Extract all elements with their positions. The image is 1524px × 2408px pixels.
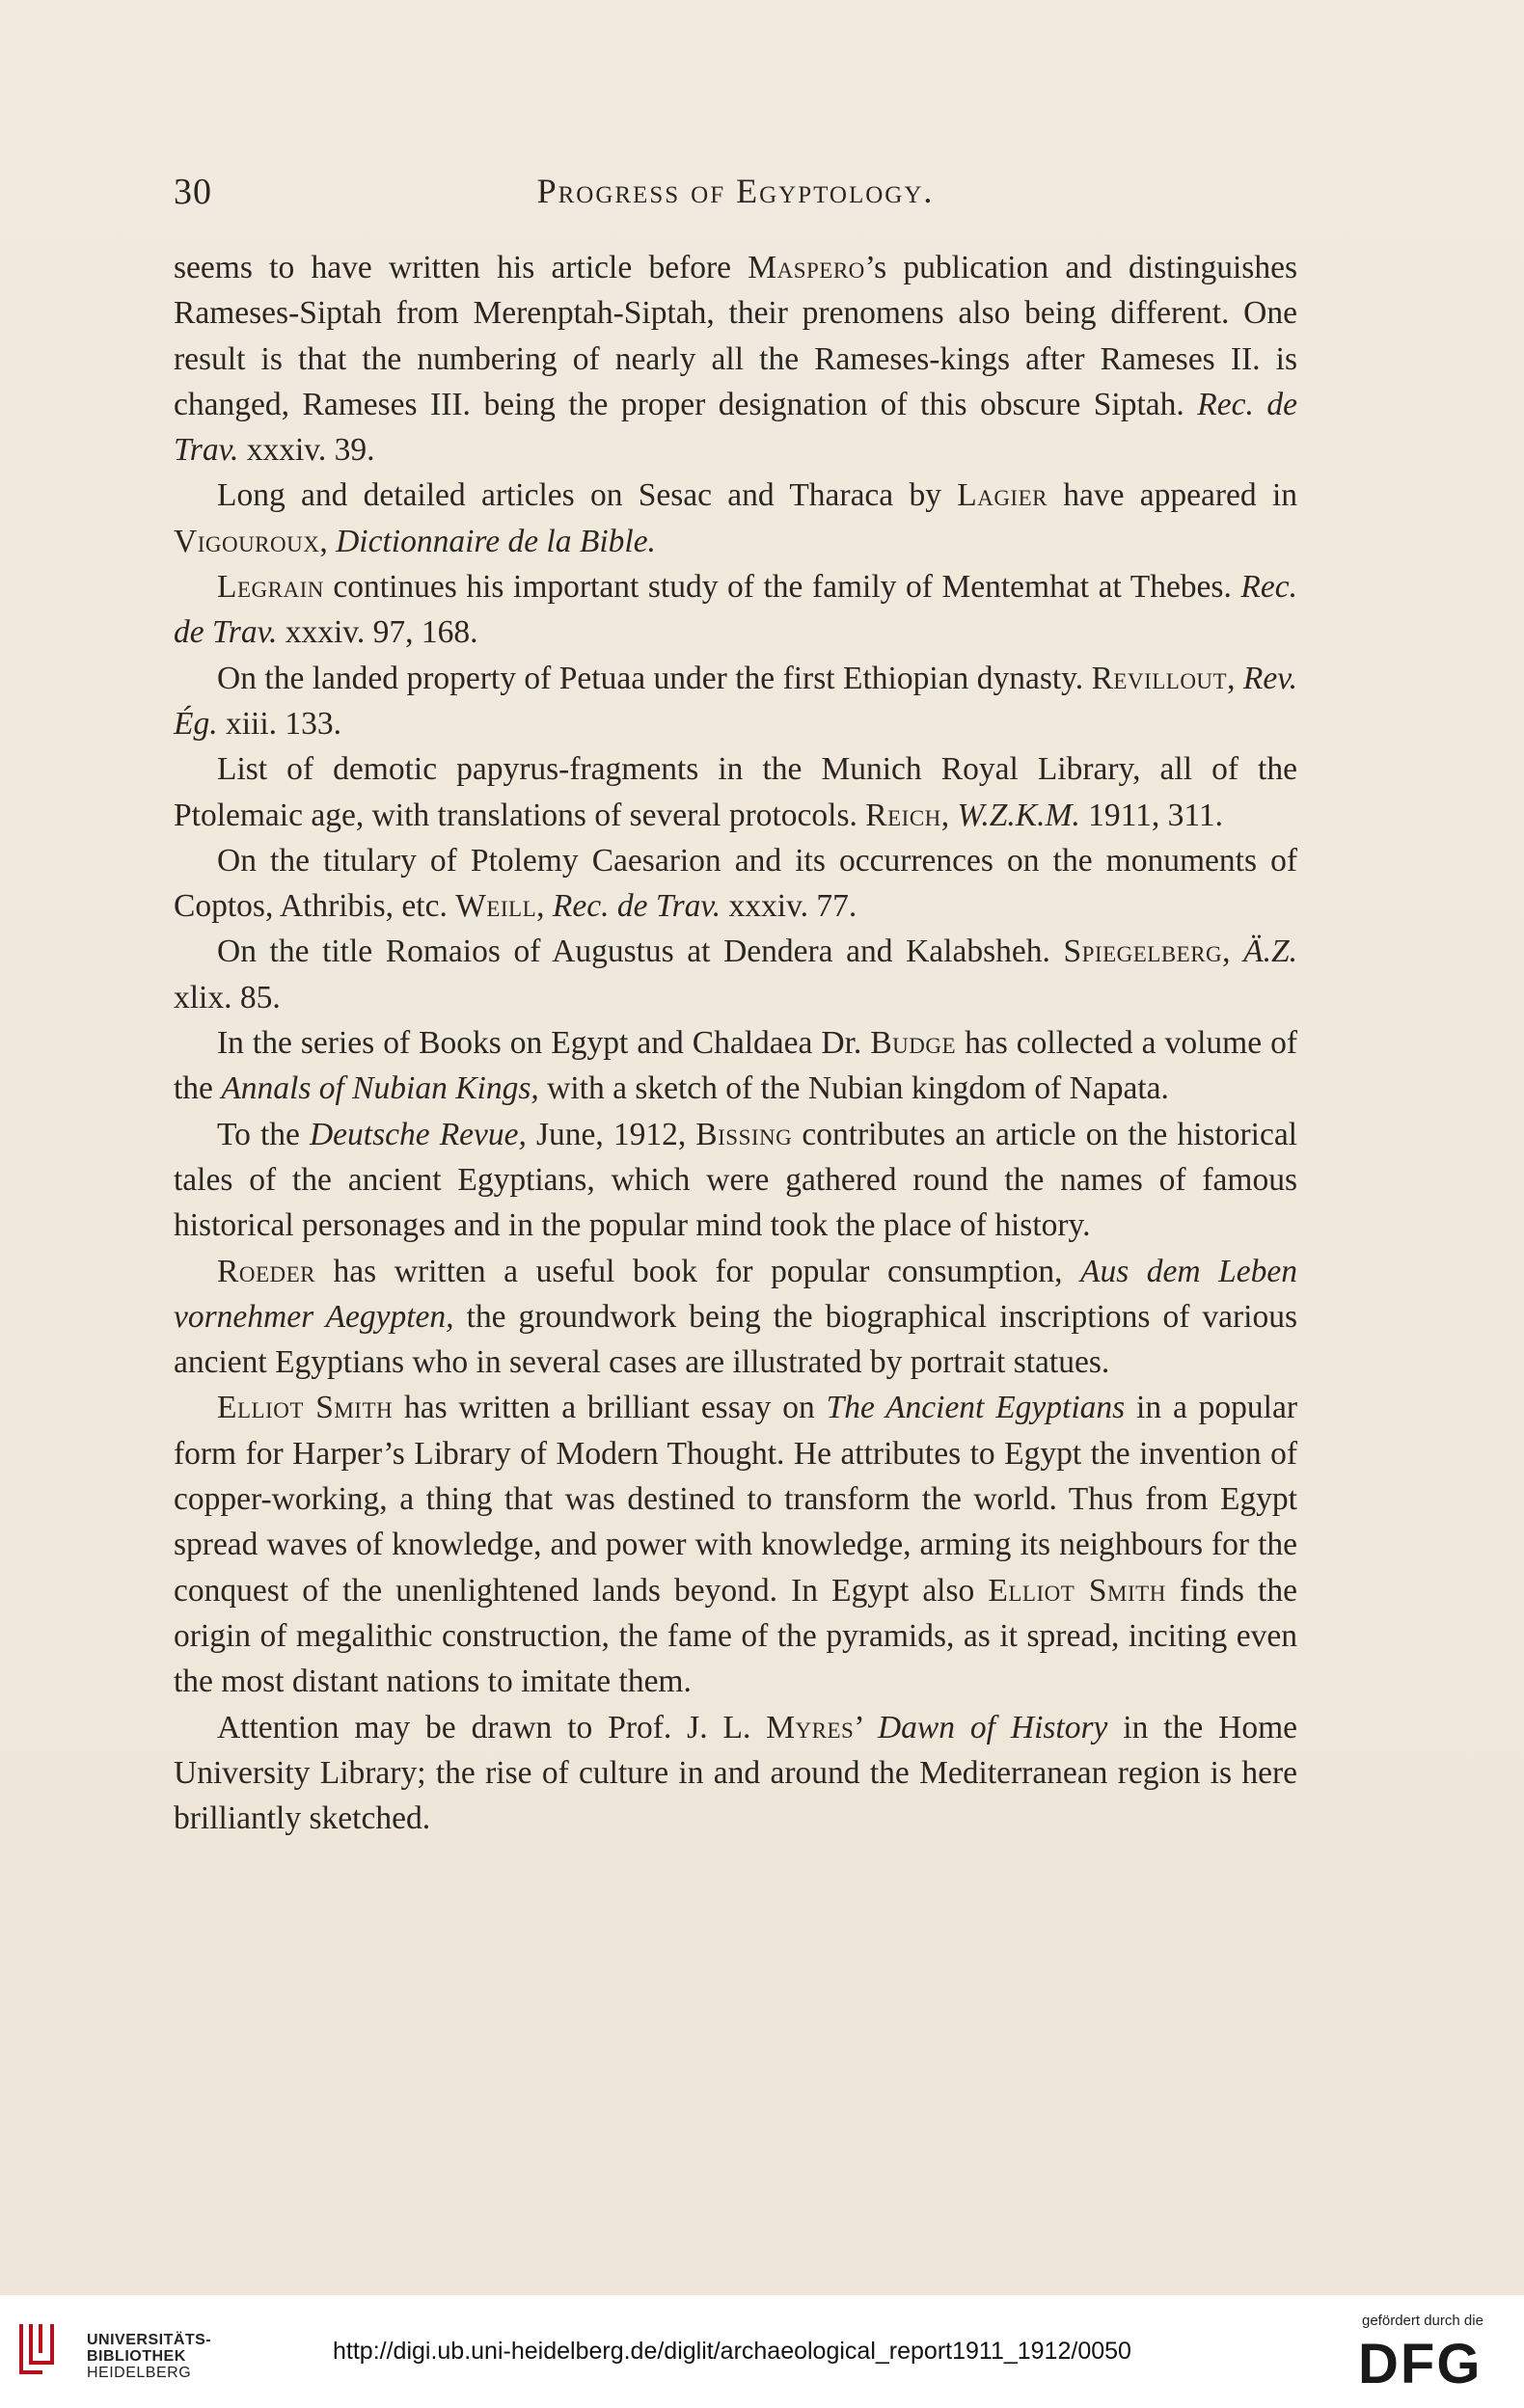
paragraph-8 <box>174 1020 1297 1112</box>
citation-title: The Ancient Egyptians <box>826 1390 1126 1426</box>
citation-title: W.Z.K.M. <box>957 797 1080 833</box>
text-run: seems to have written his article before <box>174 250 748 285</box>
text-run: , <box>536 888 553 925</box>
paragraph-7 <box>174 929 1297 1020</box>
text-run: in a popular form for Harper’s Library of Modern Thought. He attributes to Egypt the invention of copper-working, a thing that was destined to transform the world. Thus from Egypt spread waves of knowledge, and power with knowledge, arming its neighbours for the conquest of the unenlightened lands beyond. In Egypt also <box>174 1390 1297 1609</box>
library-line: BIBLIOTHEK <box>87 2348 186 2365</box>
paragraph-6 <box>174 838 1297 930</box>
paragraph-3 <box>174 564 1297 656</box>
text-run: has collected a volume of the <box>174 1025 1297 1107</box>
text-run: has written a brilliant essay on <box>393 1390 827 1426</box>
citation-title: Annals of Nubian Kings, <box>221 1070 539 1107</box>
citation-title: Rec. de Trav. <box>552 888 721 925</box>
text-run: xxxiv. 77. <box>721 888 857 925</box>
citation-title: Rec. de Trav. <box>174 569 1297 651</box>
author-name: Revillout <box>1091 660 1228 696</box>
text-run: have appeared in <box>1047 477 1298 514</box>
author-name: Lagier <box>957 477 1048 514</box>
citation-title: Dictionnaire de la Bible. <box>336 523 656 559</box>
paragraph-12 <box>174 1705 1297 1842</box>
library-line: UNIVERSITÄTS- <box>87 2332 212 2348</box>
permalink-url[interactable]: http://digi.ub.uni-heidelberg.de/diglit/archaeological_report1911_1912/0050 <box>333 2338 1131 2365</box>
author-name: Spiegelberg <box>1063 933 1223 970</box>
text-run: 1911, 311. <box>1079 797 1224 833</box>
text-run: contributes an article on the historical tales of the ancient Egyptians, which were gathered round the names of famous historical personages and in the popular mind took the place of history. <box>174 1116 1297 1244</box>
text-run: ’s publication and distinguishes Rameses-Siptah from Merenptah-Siptah, their prenomens also being different. One result is that the numbering of nearly all the Rameses-kings after Rameses II. is changed, Rameses III. being the proper designation of this obscure Siptah. <box>174 250 1297 422</box>
text-run: On the landed property of Petuaa under the first Ethiopian dynasty. <box>217 660 1092 696</box>
text-run: Long and detailed articles on Sesac and Tharaca by <box>217 477 958 514</box>
paragraph-9 <box>174 1112 1297 1249</box>
citation-title: Rev. Ég. <box>174 660 1298 742</box>
text-run: June, 1912, <box>526 1116 696 1152</box>
paragraph-4 <box>174 656 1297 747</box>
paragraph-5 <box>174 746 1297 838</box>
text-run: finds the origin of megalithic construction, the fame of the pyramids, as it spread, inciting even the most distant nations to imitate them. <box>174 1572 1297 1700</box>
text-run: with a sketch of the Nubian kingdom of Napata. <box>538 1070 1169 1107</box>
citation-title: Ä.Z. <box>1243 933 1298 970</box>
text-run: has written a useful book for popular consumption, <box>315 1253 1080 1289</box>
text-run: xxxiv. 39. <box>238 432 375 469</box>
text-run: in the Home University Library; the rise of culture in and around the Mediterranean region is here brilliantly sketched. <box>174 1709 1297 1837</box>
text-run: List of demotic papyrus-fragments in the Munich Royal Library, all of the Ptolemaic age, with translations of several protocols. <box>174 751 1297 833</box>
paragraph-11 <box>174 1385 1297 1704</box>
page-header <box>174 171 1297 219</box>
citation-title: Deutsche Revue, <box>309 1116 527 1152</box>
text-run: To the <box>217 1116 310 1152</box>
author-name: Reich <box>865 797 941 833</box>
text-run: ’ <box>854 1709 878 1745</box>
author-name: Vigouroux <box>174 523 320 559</box>
text-run: xxxiv. 97, 168. <box>277 614 478 651</box>
author-name: Bissing <box>695 1116 793 1152</box>
body-text <box>174 245 1297 1841</box>
text-run: the groundwork being the biographical inscriptions of various ancient Egyptians who in several cases are illustrated by portrait statues. <box>174 1298 1297 1381</box>
text-run: xiii. 133. <box>217 705 342 742</box>
citation-title: Rec. de Trav. <box>174 386 1297 469</box>
paragraph-1 <box>174 245 1297 473</box>
text-run: continues his important study of the family of Mentemhat at Thebes. <box>323 569 1241 606</box>
author-name: Weill <box>455 888 537 925</box>
citation-title: Aus dem Leben vornehmer Aegypten, <box>174 1253 1297 1335</box>
citation-title: Dawn of History <box>877 1709 1108 1745</box>
author-name: Roeder <box>217 1253 316 1289</box>
text-run: On the titulary of Ptolemy Caesarion and its occurrences on the monuments of Coptos, Athribis, etc. <box>174 842 1297 925</box>
paragraph-10 <box>174 1249 1297 1386</box>
paragraph-2 <box>174 473 1297 564</box>
text-run: , <box>319 523 337 559</box>
page-number: 30 <box>174 172 212 212</box>
dfg-logo: DFG <box>1358 2333 1483 2395</box>
author-name: Budge <box>870 1025 957 1062</box>
text-run: , <box>1222 933 1244 970</box>
text-run: xlix. 85. <box>174 979 281 1015</box>
text-run: On the title Romaios of Augustus at Dendera and Kalabsheh. <box>217 933 1064 970</box>
library-name <box>87 2332 211 2381</box>
author-name: Elliot Smith <box>217 1390 394 1426</box>
text-run: Attention may be drawn to Prof. J. L. <box>217 1709 767 1745</box>
author-name: Myres <box>766 1709 855 1745</box>
author-name: Legrain <box>217 569 324 606</box>
ub-heidelberg-logo-icon <box>14 2314 71 2382</box>
library-line: HEIDELBERG <box>87 2365 192 2381</box>
running-title: Progress of Egyptology. <box>536 172 935 210</box>
text-run: , <box>1227 660 1243 696</box>
text-run: In the series of Books on Egypt and Chaldaea Dr. <box>217 1025 871 1062</box>
funding-label: gefördert durch die <box>1362 2313 1483 2329</box>
author-name: Maspero <box>748 250 865 285</box>
text-run: , <box>940 797 958 833</box>
author-name: Elliot Smith <box>988 1572 1166 1609</box>
